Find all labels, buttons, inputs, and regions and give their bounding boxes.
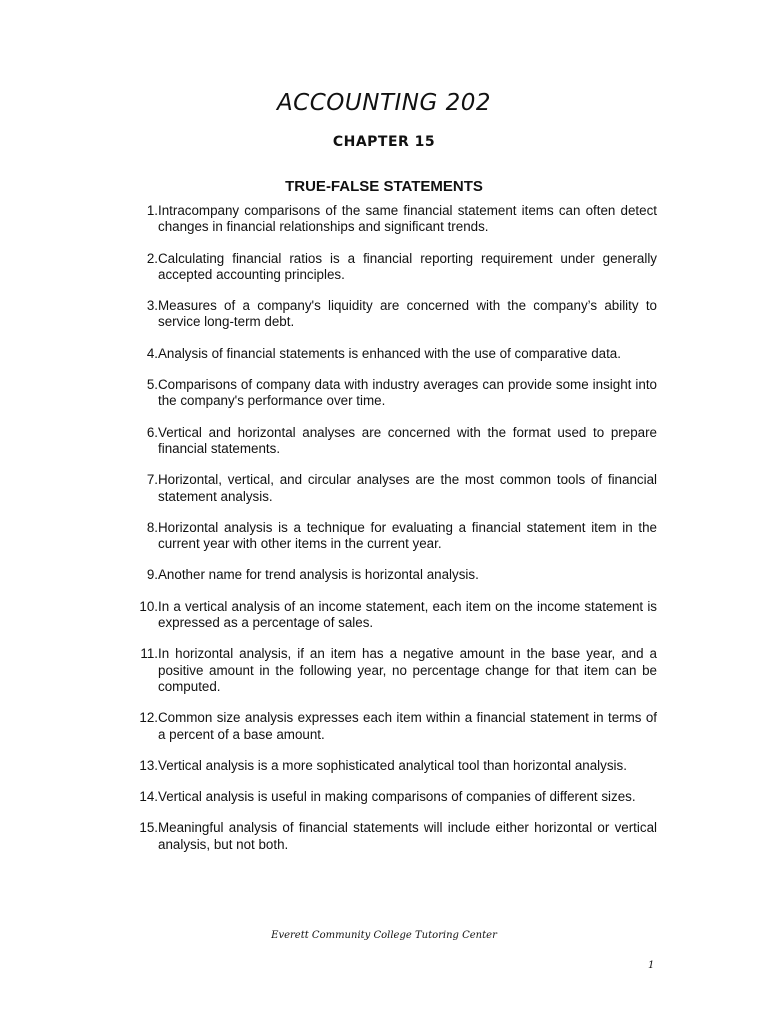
statement-number: 2. xyxy=(146,250,158,266)
statement-text: Another name for trend analysis is horizontal analysis. xyxy=(158,567,479,583)
statement-number: 8. xyxy=(146,519,158,535)
section-heading: TRUE-FALSE STATEMENTS xyxy=(285,178,483,195)
statement-number: 7. xyxy=(146,472,158,488)
statement-number: 11. xyxy=(140,646,158,662)
statement-text: Meaningful analysis of financial statements will include either horizontal or vertical analysis, but not both. xyxy=(158,820,657,852)
statement-item xyxy=(112,377,657,410)
statement-list xyxy=(112,203,657,868)
statement-number: 5. xyxy=(146,377,158,393)
statement-item xyxy=(112,346,657,362)
statement-number: 12. xyxy=(139,710,158,726)
page-number: 1 xyxy=(648,960,655,971)
statement-text: Horizontal analysis is a technique for evaluating a financial statement item in the current year with other items in the current year. xyxy=(158,519,657,552)
statement-item xyxy=(112,599,657,632)
statement-number: 10. xyxy=(139,598,158,614)
statement-number: 6. xyxy=(146,424,158,440)
statement-item xyxy=(112,710,657,743)
statement-text: Measures of a company's liquidity are concerned with the company’s ability to service long-term debt. xyxy=(158,298,657,330)
statement-text: Common size analysis expresses each item within a financial statement in terms of a percent of a base amount. xyxy=(158,710,657,742)
statement-text: Vertical analysis is useful in making comparisons of companies of different sizes. xyxy=(158,789,636,805)
statement-number: 1. xyxy=(146,203,158,218)
statement-number: 4. xyxy=(146,345,158,361)
footer-text: Everett Community College Tutoring Center xyxy=(271,930,497,941)
statement-number: 15. xyxy=(139,820,158,836)
statement-item xyxy=(112,425,657,458)
statement-number: 14. xyxy=(139,789,158,805)
statement-item xyxy=(112,646,657,695)
statement-item xyxy=(112,520,657,553)
statement-item xyxy=(112,820,657,853)
statement-text: Calculating financial ratios is a financial reporting requirement under generally accepted accounting principles. xyxy=(158,250,657,282)
statement-item xyxy=(112,472,657,505)
statement-text: Vertical and horizontal analyses are concerned with the format used to prepare financial statements. xyxy=(158,424,657,456)
statement-number: 3. xyxy=(146,298,158,314)
statement-item xyxy=(112,789,657,805)
statement-text: Analysis of financial statements is enhanced with the use of comparative data. xyxy=(158,345,621,361)
statement-text: Comparisons of company data with industry averages can provide some insight into the company's performance over time. xyxy=(158,377,657,409)
statement-number: 13. xyxy=(139,757,158,773)
statement-item xyxy=(112,203,657,236)
chapter-heading: CHAPTER 15 xyxy=(332,134,436,150)
statement-text: In horizontal analysis, if an item has a negative amount in the base year, and a positive amount in the following year, no percentage change for that item can be computed. xyxy=(158,646,657,694)
statement-item xyxy=(112,758,657,774)
statement-text: Intracompany comparisons of the same financial statement items can often detect changes in financial relationships and significant trends. xyxy=(158,203,657,235)
statement-item xyxy=(112,251,657,284)
statement-item xyxy=(112,298,657,331)
statement-text: Horizontal, vertical, and circular analyses are the most common tools of financial statement analysis. xyxy=(158,472,657,504)
statement-number: 9. xyxy=(146,567,158,583)
statement-item xyxy=(112,567,657,583)
statement-text: In a vertical analysis of an income statement, each item on the income statement is expressed as a percentage of sales. xyxy=(158,598,657,631)
statement-text: Vertical analysis is a more sophisticated analytical tool than horizontal analysis. xyxy=(158,757,627,773)
document-title: ACCOUNTING 202 xyxy=(276,90,492,116)
